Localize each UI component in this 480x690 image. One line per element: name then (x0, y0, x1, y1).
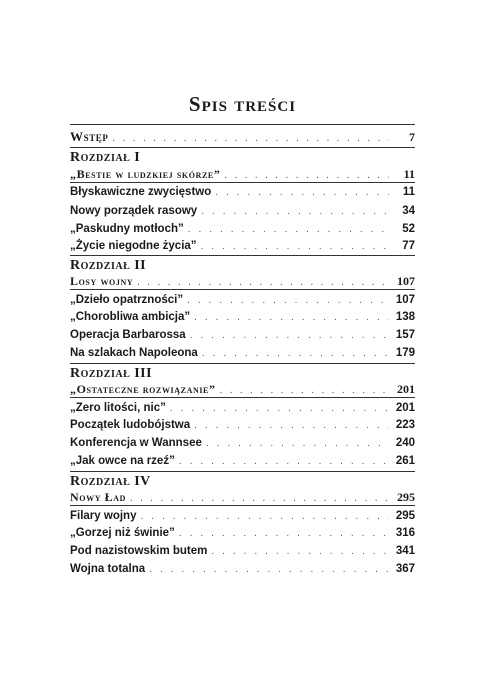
toc-entry-page: 341 (395, 545, 415, 557)
toc-entry[interactable] (70, 525, 415, 541)
toc-entry[interactable] (70, 543, 415, 559)
toc-entry[interactable] (70, 435, 415, 451)
chapter-heading: Rozdział IV (70, 474, 151, 489)
toc-entry-label: „Chorobliwa ambicja” (70, 311, 191, 323)
divider (70, 255, 415, 256)
toc-entry-label: „Dzieło opatrzności” (70, 294, 184, 306)
toc-section-page: 11 (403, 167, 415, 181)
divider (70, 289, 415, 290)
dot-leader (215, 185, 389, 201)
toc-entry-label: „Życie niegodne życia” (70, 240, 197, 252)
toc-entry-label: Na szlakach Napoleona (70, 347, 198, 359)
dot-leader (170, 401, 389, 417)
toc-entry-label: Początek ludobójstwa (70, 419, 191, 431)
dot-leader (113, 131, 389, 147)
dot-leader (201, 239, 389, 255)
toc-entry-label: Nowy porządek rasowy (70, 205, 198, 217)
toc-section-page: 295 (397, 490, 415, 504)
toc-entry[interactable] (70, 292, 415, 308)
chapter-heading: Rozdział I (70, 150, 141, 165)
toc-entry-page: 7 (409, 130, 415, 144)
dot-leader (201, 204, 389, 220)
toc-entry-intro[interactable] (70, 129, 415, 145)
toc-section-label: „Bestie w ludzkiej skórze” (70, 167, 221, 181)
toc-entry[interactable] (70, 508, 415, 524)
toc-entry-page: 295 (395, 510, 415, 522)
toc-entry-page: 77 (402, 240, 415, 252)
toc-entry-page: 157 (395, 329, 415, 341)
toc-section[interactable] (70, 381, 415, 397)
toc-entry[interactable] (70, 453, 415, 469)
toc-entry-page: 261 (395, 455, 415, 467)
toc-entry-label: Filary wojny (70, 510, 137, 522)
toc-entry-page: 52 (402, 223, 415, 235)
dot-leader (194, 310, 389, 326)
toc-title: Spis treści (188, 92, 297, 116)
toc-entry-page: 11 (402, 186, 415, 198)
chapter-heading: Rozdział III (70, 366, 153, 381)
toc-entry-page: 367 (395, 563, 415, 575)
toc-entry-page: 179 (395, 347, 415, 359)
toc-entry-page: 223 (395, 419, 415, 431)
divider (70, 147, 415, 148)
dot-leader (179, 454, 389, 470)
toc-entry-page: 107 (395, 294, 415, 306)
divider (70, 471, 415, 472)
toc-entry[interactable] (70, 221, 415, 237)
dot-leader (206, 436, 389, 452)
toc-entry-label: Operacja Barbarossa (70, 329, 186, 341)
dot-leader (149, 562, 389, 578)
toc-entry[interactable] (70, 309, 415, 325)
toc-entry-page: 34 (402, 205, 415, 217)
toc-entry[interactable] (70, 561, 415, 577)
toc-entry[interactable] (70, 327, 415, 343)
dot-leader (211, 544, 389, 560)
toc-entry[interactable] (70, 400, 415, 416)
dot-leader (188, 222, 389, 238)
toc-entry-label: „Zero litości, nic” (70, 402, 166, 414)
toc-entry-label: Wstęp (70, 129, 109, 144)
toc-entry[interactable] (70, 417, 415, 433)
toc-entry-page: 201 (395, 402, 415, 414)
toc-entry-label: Konferencja w Wannsee (70, 437, 202, 449)
toc-section[interactable] (70, 489, 415, 505)
divider (70, 397, 415, 398)
toc-entry-label: „Gorzej niż świnie” (70, 527, 175, 539)
chapter-heading: Rozdział II (70, 258, 147, 273)
dot-leader (194, 418, 389, 434)
divider (70, 182, 415, 183)
toc-section-label: „Ostateczne rozwiązanie” (70, 382, 216, 396)
toc-section-label: Nowy Ład (70, 490, 127, 504)
toc-section[interactable] (70, 166, 415, 182)
toc-section[interactable] (70, 273, 415, 289)
toc-entry-page: 138 (395, 311, 415, 323)
dot-leader (140, 509, 389, 525)
toc-entry-label: Wojna totalna (70, 563, 146, 575)
divider (70, 505, 415, 506)
toc-entry-label: „Paskudny motłoch” (70, 223, 184, 235)
toc-entry-label: Pod nazistowskim butem (70, 545, 208, 557)
dot-leader (179, 526, 389, 542)
toc-section-page: 201 (397, 382, 415, 396)
toc-entry[interactable] (70, 345, 415, 361)
toc-entry-page: 316 (395, 527, 415, 539)
divider (70, 124, 415, 125)
toc-entry-page: 240 (395, 437, 415, 449)
toc-entry-label: Błyskawiczne zwycięstwo (70, 186, 212, 198)
toc-section-page: 107 (397, 274, 415, 288)
divider (70, 363, 415, 364)
toc-entry-label: „Jak owce na rzeź” (70, 455, 175, 467)
toc-entry[interactable] (70, 203, 415, 219)
toc-entry[interactable] (70, 184, 415, 200)
toc-section-label: Losy wojny (70, 274, 134, 288)
dot-leader (190, 328, 389, 344)
dot-leader (187, 293, 389, 309)
dot-leader (202, 346, 389, 362)
toc-entry[interactable] (70, 238, 415, 254)
